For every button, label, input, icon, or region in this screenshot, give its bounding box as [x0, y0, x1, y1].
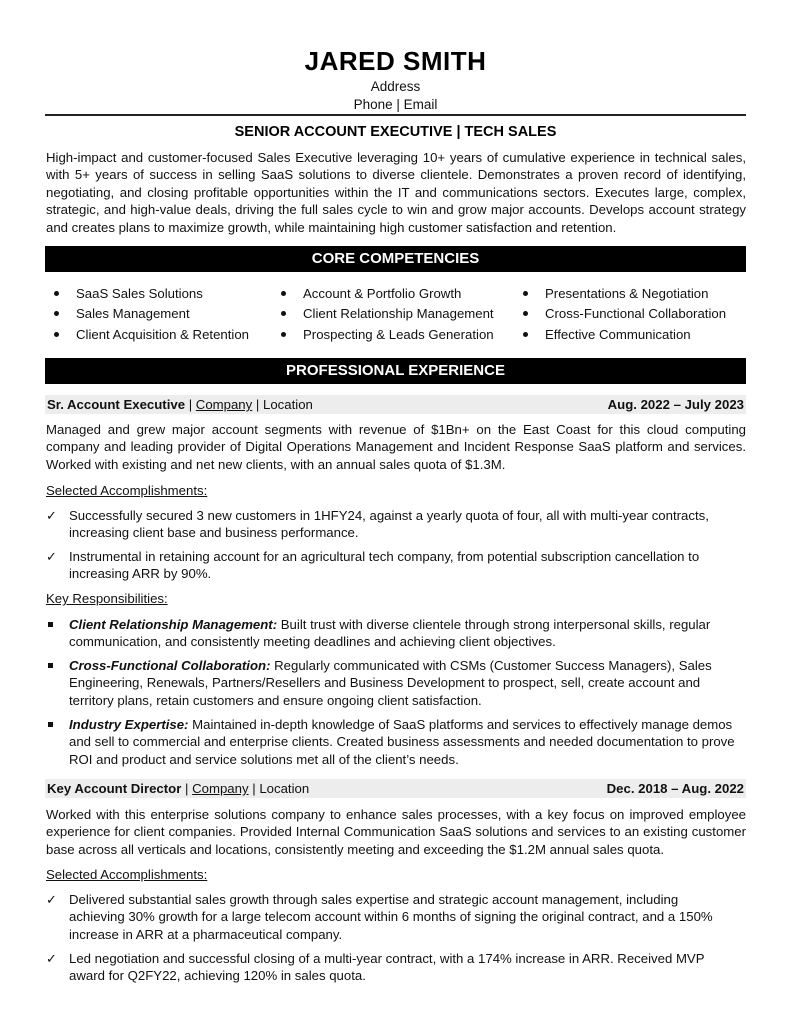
job-title: Key Account Director [47, 781, 182, 796]
competency-item: Account & Portfolio Growth [281, 286, 461, 301]
round-bullet-icon [523, 311, 528, 316]
professional-experience-heading: PROFESSIONAL EXPERIENCE [45, 358, 746, 384]
square-bullet-icon [46, 716, 66, 733]
accomplishments-label: Selected Accomplishments: [46, 483, 208, 498]
company-name: Company [192, 781, 249, 796]
checkmark-icon: ✓ [46, 892, 58, 907]
round-bullet-icon [54, 311, 59, 316]
job-location: | Location [248, 781, 310, 796]
checkmark-icon: ✓ [46, 549, 58, 564]
responsibilities-label: Key Responsibilities: [46, 591, 168, 606]
job-title: Sr. Account Executive [47, 397, 186, 412]
round-bullet-icon [281, 311, 286, 316]
address-line: Address [370, 79, 421, 94]
candidate-name: JARED SMITH [304, 46, 487, 76]
competency-item: Prospecting & Leads Generation [281, 327, 494, 342]
job-description: Managed and grew major account segments with revenue of $1Bn+ on the East Coast for this cloud computing company and leading provider of Digital Operations Management and Incident Response SaaS platform and services. Worked with existing and net new clients, with an annual sales quota of $1.3M. [46, 422, 746, 472]
round-bullet-icon [281, 291, 286, 296]
resume-headline: SENIOR ACCOUNT EXECUTIVE | TECH SALES [234, 124, 557, 140]
job-header: Key Account Director | Company | Location Dec. 2018 – Aug. 2022 [47, 781, 744, 796]
square-bullet-icon [46, 657, 66, 674]
round-bullet-icon [523, 332, 528, 337]
round-bullet-icon [54, 332, 59, 337]
resume-page: JARED SMITH Address Phone | Email SENIOR ACCOUNT EXECUTIVE | TECH SALES High-impact and customer-focused Sales Executive leveraging 10+ years of cumulative experience in technical sales, with 5+ years of success in selling SaaS solutions to diverse clientele. Demonstrates a proven record of identifying, negotiating, and closing profitable opportunities within the IT and communications sectors. Executes large, complex, strategic, and high-value deals, driving the full sales cycle to win and grow major accounts. Develops account strategy and creates plans to maximize growth, while maintaining high customer satisfaction and retention. CORE COMPETENCIES SaaS Sales Solutions Sales Management Client Acquisition & Retention Account & Portfolio Growth Client Relationship Management Prospecting & Leads Generation Presentations & Negotiation Cross-Functional Collaboration Effective Communication PROFESSIONAL EXPERIENCE Sr. Account Executive | Company | Location Aug. 2022 – July 2023 Managed and grew major account segments with revenue of $1Bn+ on the East Coast for this cloud computing company and leading provider of Digital Operations Management and Incident Response SaaS platform and services. Worked with existing and net new clients, with an annual sales quota of $1.3M. Selected Accomplishments: ✓ Successfully secured 3 new customers in 1HFY24, against a yearly quota of four, all with multi-year contracts, increasing client base and business performance. ✓ Instrumental in retaining account for an agricultural tech company, from potential subscription cancellation to increasing ARR by 90%. Key Responsibilities: Client Relationship Management: Built trust with diverse clientele through strong interpersonal skills, regular communication, and consistently meeting deadlines and achieving client objectives. Cross-Functional Collaboration: Regularly communicated with CSMs (Customer Success Managers), Sales Engineering, Renewals, Partners/Resellers and Business Development to prospect, sell, create account and territory plans, retain customers and ensure ongoing client satisfaction. Industry Expertise: Maintained in-depth knowledge of SaaS platforms and services to effectively manage demos and sell to commercial and enterprise clients. Created business assessments and needed documentation to prove ROI and product and service solutions met all of the client’s needs. Key Account Director | Company | Location Dec. 2018 – Aug. 2022 Worked with this enterprise solutions company to enhance sales processes, with a key focus on improved employee experience for client companies. Provided Internal Communication SaaS solutions and services to an existing customer base across all verticals and locations, consistently meeting and exceeding the $1.2M annual sales quota. Selected Accomplishments: ✓ Delivered substantial sales growth through sales expertise and strategic account management, including achieving 30% growth for a large telecom account within 6 months of signing the original contract, and a 150% increase in ARR at a pharmaceutical company. ✓ Led negotiation and successful closing of a multi-year contract, with a 174% increase in ARR. Received MVP award for Q2FY22, achieving 120% in sales quota. [0, 0, 791, 1024]
square-bullet-icon [46, 616, 66, 633]
checkmark-icon: ✓ [46, 508, 58, 523]
job-dates: Aug. 2022 – July 2023 [607, 397, 744, 412]
job-header: Sr. Account Executive | Company | Location Aug. 2022 – July 2023 [47, 397, 744, 412]
professional-summary: High-impact and customer-focused Sales Executive leveraging 10+ years of cumulative experience in technical sales, with 5+ years of success in selling SaaS solutions to diverse clientele. Demonstrates a proven record of identifying, negotiating, and closing profitable opportunities within the IT and communications sectors. Executes large, complex, strategic, and high-value deals, driving the full sales cycle to win and grow major accounts. Develops account strategy and creates plans to maximize growth, while maintaining high customer satisfaction and retention. [46, 150, 746, 235]
competency-item: Cross-Functional Collaboration [523, 306, 726, 321]
competency-item: Client Relationship Management [281, 306, 494, 321]
round-bullet-icon [54, 291, 59, 296]
job-location: | Location [252, 397, 313, 412]
header-divider [45, 114, 746, 116]
competency-item: Client Acquisition & Retention [54, 327, 249, 342]
phone-email-line: Phone | Email [353, 97, 438, 112]
checkmark-icon: ✓ [46, 951, 58, 966]
company-name: Company [195, 397, 253, 412]
job-description: Worked with this enterprise solutions company to enhance sales processes, with a key focus on improved employee experience for client companies. Provided Internal Communication SaaS solutions and services to an existing customer base across all verticals and locations, consistently meeting and exceeding the $1.2M annual sales quota. [46, 807, 746, 857]
accomplishments-label: Selected Accomplishments: [46, 867, 208, 882]
job-dates: Dec. 2018 – Aug. 2022 [606, 781, 744, 796]
competency-item: Sales Management [54, 306, 190, 321]
core-competencies-heading: CORE COMPETENCIES [45, 246, 746, 272]
round-bullet-icon [281, 332, 286, 337]
round-bullet-icon [523, 291, 528, 296]
competency-item: Presentations & Negotiation [523, 286, 708, 301]
competency-item: SaaS Sales Solutions [54, 286, 203, 301]
competency-item: Effective Communication [523, 327, 691, 342]
